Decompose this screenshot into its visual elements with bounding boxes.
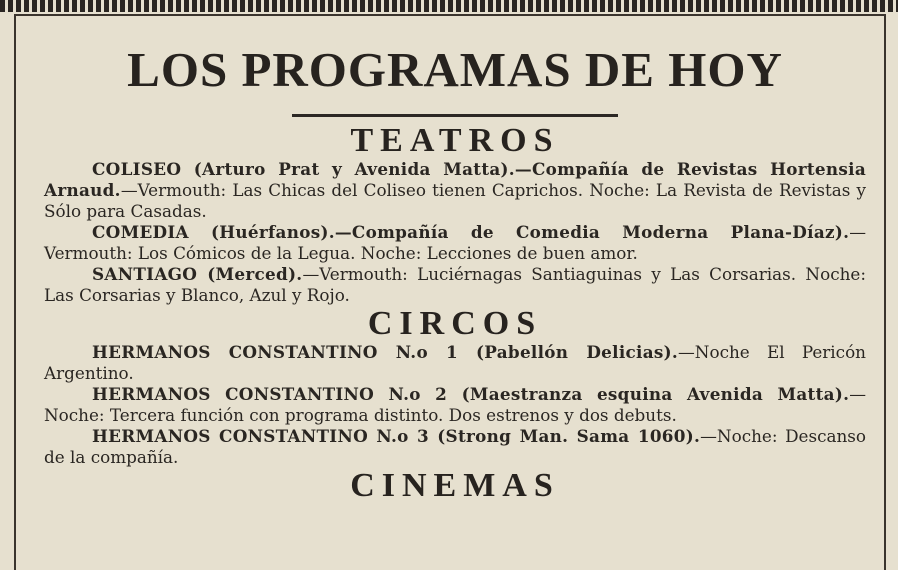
listing-body: —Vermouth: Luciérnagas Santiaguinas y Las Corsarias. Noche: Las Corsarias y Blanco, Azul y Rojo.	[44, 264, 866, 305]
section-heading-circos: CIRCOS	[367, 305, 543, 342]
listing-body: —Noche El Pericón Argentino.	[44, 342, 866, 383]
page-title: LOS PROGRAMAS DE HOY	[127, 42, 783, 97]
top-rule	[14, 14, 884, 16]
article	[44, 38, 866, 504]
listing-body: —Noche: Tercera función con programa distinto. Dos estrenos y dos debuts.	[44, 384, 866, 425]
listing-lead: COMEDIA (Huérfanos).—Compañía de Comedia Moderna Plana-Díaz).	[92, 222, 850, 242]
listing-comedia	[44, 222, 866, 264]
right-column-rule	[884, 14, 886, 570]
listing-body: —Vermouth: Las Chicas del Coliseo tienen Caprichos. Noche: La Revista de Revistas y Sólo para Casadas.	[44, 180, 866, 221]
left-column-rule	[14, 14, 16, 570]
section-heading-cinemas: CINEMAS	[350, 467, 560, 504]
title-divider	[292, 114, 618, 117]
listing-body: —Vermouth: Los Cómicos de la Legua. Noche: Lecciones de buen amor.	[44, 222, 866, 263]
section-heading-teatros: TEATROS	[350, 122, 560, 159]
listing-lead: HERMANOS CONSTANTINO N.o 2 (Maestranza esquina Avenida Matta).	[92, 384, 850, 404]
listing-constantino-1	[44, 342, 866, 384]
top-decorative-border	[0, 0, 898, 12]
listing-lead: HERMANOS CONSTANTINO N.o 1 (Pabellón Delicias).	[92, 342, 678, 362]
listing-lead: COLISEO (Arturo Prat y Avenida Matta).—Compañía de Revistas Hortensia Arnaud.	[44, 159, 866, 200]
listing-constantino-2	[44, 384, 866, 426]
listing-constantino-3	[44, 426, 866, 468]
listing-santiago	[44, 264, 866, 306]
listing-coliseo	[44, 159, 866, 222]
listing-lead: SANTIAGO (Merced).	[92, 264, 303, 284]
listing-body: —Noche: Descanso de la compañía.	[44, 426, 866, 467]
listing-lead: HERMANOS CONSTANTINO N.o 3 (Strong Man. Sama 1060).	[92, 426, 701, 446]
